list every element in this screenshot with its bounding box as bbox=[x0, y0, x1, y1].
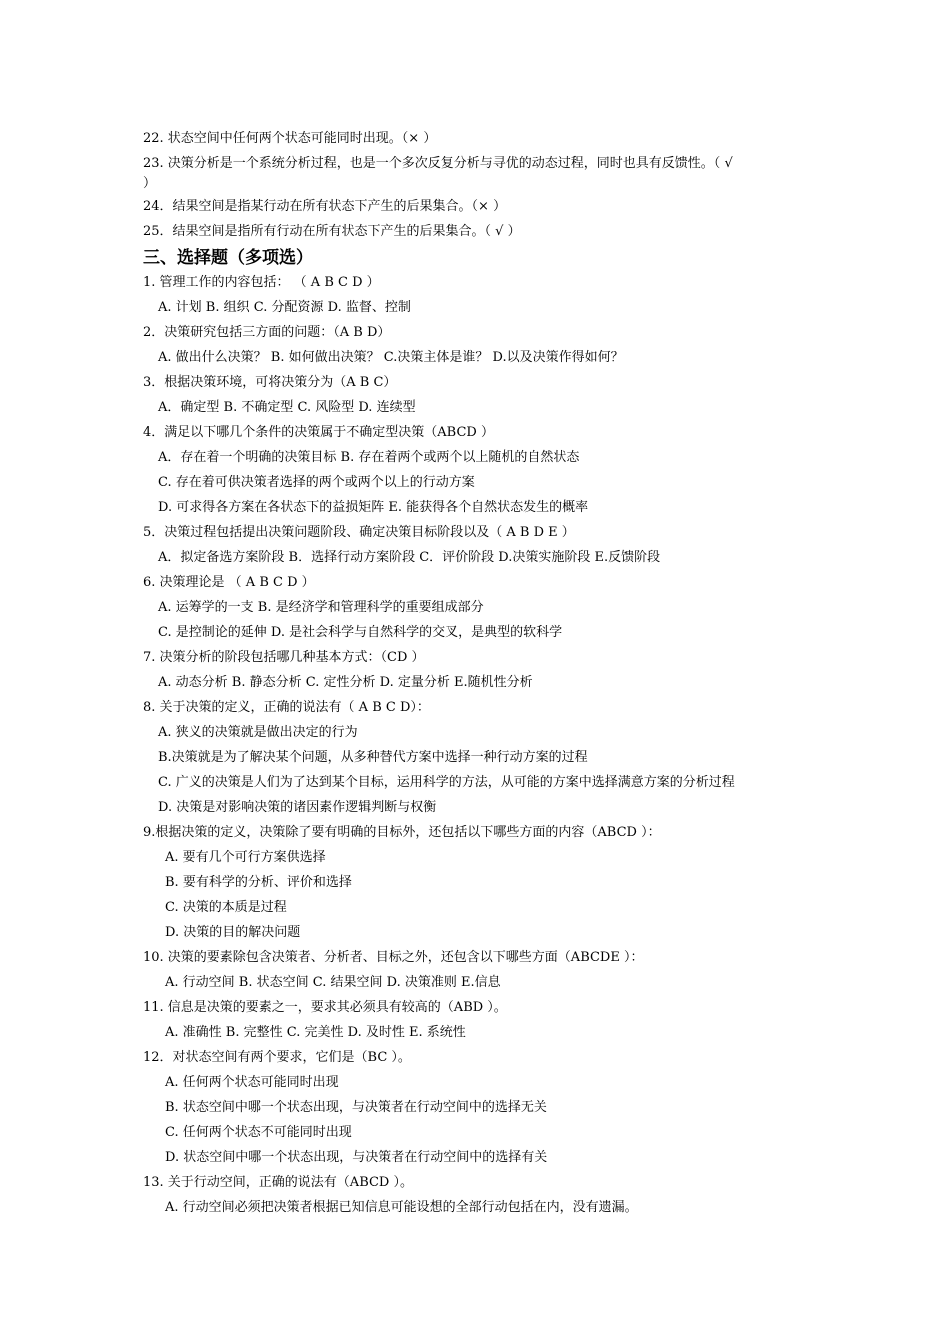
option-line: A. 要有几个可行方案供选择 bbox=[165, 850, 326, 865]
option-line: B.决策就是为了解决某个问题，从多种替代方案中选择一种行动方案的过程 bbox=[158, 750, 588, 765]
question-line: 5．决策过程包括提出决策问题阶段、确定决策目标阶段以及（ A B D E ） bbox=[143, 525, 575, 540]
question-line: 1. 管理工作的内容包括： （ A B C D ） bbox=[143, 275, 380, 290]
question-line: 7. 决策分析的阶段包括哪几种基本方式：（CD ） bbox=[143, 650, 425, 665]
question-line: 25．结果空间是指所有行动在所有状态下产生的后果集合。（ √ ） bbox=[143, 224, 521, 239]
continuation-line: ） bbox=[143, 176, 157, 191]
option-line: A. 做出什么决策？ B. 如何做出决策？ C.决策主体是谁？ D.以及决策作得如何？ bbox=[158, 350, 624, 365]
option-line: A. 运筹学的一支 B. 是经济学和管理科学的重要组成部分 bbox=[158, 600, 484, 615]
option-line: A. 动态分析 B. 静态分析 C. 定性分析 D. 定量分析 E.随机性分析 bbox=[158, 675, 533, 690]
question-line: 4．满足以下哪几个条件的决策属于不确定型决策（ABCD ） bbox=[143, 425, 494, 440]
option-line: A. 任何两个状态可能同时出现 bbox=[165, 1075, 339, 1090]
option-line: D. 状态空间中哪一个状态出现，与决策者在行动空间中的选择有关 bbox=[165, 1150, 548, 1165]
option-line: C. 任何两个状态不可能同时出现 bbox=[165, 1125, 352, 1140]
question-line: 23. 决策分析是一个系统分析过程，也是一个多次反复分析与寻优的动态过程，同时也具有反馈性。（ √ bbox=[143, 156, 733, 171]
option-line: A．确定型 B. 不确定型 C. 风险型 D. 连续型 bbox=[158, 400, 416, 415]
option-line: A．拟定备选方案阶段 B．选择行动方案阶段 C．评价阶段 D.决策实施阶段 E.反馈阶段 bbox=[158, 550, 661, 565]
option-line: A. 准确性 B. 完整性 C. 完美性 D. 及时性 E. 系统性 bbox=[165, 1025, 466, 1040]
option-line: C. 决策的本质是过程 bbox=[165, 900, 287, 915]
option-line: A. 行动空间必须把决策者根据已知信息可能设想的全部行动包括在内，没有遗漏。 bbox=[165, 1200, 638, 1215]
option-line: B. 状态空间中哪一个状态出现，与决策者在行动空间中的选择无关 bbox=[165, 1100, 547, 1115]
option-line: D. 可求得各方案在各状态下的益损矩阵 E. 能获得各个自然状态发生的概率 bbox=[158, 500, 589, 515]
question-line: 11. 信息是决策的要素之一，要求其必须具有较高的（ABD ）。 bbox=[143, 1000, 507, 1015]
document-body bbox=[143, 126, 823, 1220]
option-line: A. 狭义的决策就是做出决定的行为 bbox=[158, 725, 358, 740]
question-line: 9.根据决策的定义，决策除了要有明确的目标外，还包括以下哪些方面的内容（ABCD ）： bbox=[143, 825, 661, 840]
question-line: 8. 关于决策的定义，正确的说法有（ A B C D）： bbox=[143, 700, 430, 715]
option-line: C. 是控制论的延伸 D. 是社会科学与自然科学的交叉，是典型的软科学 bbox=[158, 625, 563, 640]
section-heading: 三、选择题（多项选） bbox=[143, 248, 313, 268]
question-line: 2．决策研究包括三方面的问题：（A B D） bbox=[143, 325, 391, 340]
option-line: D. 决策是对影响决策的诸因素作逻辑判断与权衡 bbox=[158, 800, 437, 815]
option-line: D. 决策的目的解决问题 bbox=[165, 925, 301, 940]
question-line: 6. 决策理论是 （ A B C D ） bbox=[143, 575, 315, 590]
option-line: A. 计划 B. 组织 C. 分配资源 D. 监督、控制 bbox=[158, 300, 411, 315]
question-line: 3．根据决策环境，可将决策分为（A B C） bbox=[143, 375, 397, 390]
question-line: 12．对状态空间有两个要求，它们是（BC ）。 bbox=[143, 1050, 411, 1065]
option-line: A．存在着一个明确的决策目标 B. 存在着两个或两个以上随机的自然状态 bbox=[158, 450, 580, 465]
question-line: 13. 关于行动空间，正确的说法有（ABCD ）。 bbox=[143, 1175, 413, 1190]
option-line: B. 要有科学的分析、评价和选择 bbox=[165, 875, 352, 890]
question-line: 24．结果空间是指某行动在所有状态下产生的后果集合。（× ） bbox=[143, 199, 507, 214]
option-line: A. 行动空间 B. 状态空间 C. 结果空间 D. 决策准则 E.信息 bbox=[165, 975, 501, 990]
option-line: C. 存在着可供决策者选择的两个或两个以上的行动方案 bbox=[158, 475, 475, 490]
option-line: C. 广义的决策是人们为了达到某个目标，运用科学的方法，从可能的方案中选择满意方案的分析过程 bbox=[158, 775, 735, 790]
question-line: 10. 决策的要素除包含决策者、分析者、目标之外，还包含以下哪些方面（ABCDE ）： bbox=[143, 950, 644, 965]
question-line: 22. 状态空间中任何两个状态可能同时出现。（× ） bbox=[143, 131, 437, 146]
